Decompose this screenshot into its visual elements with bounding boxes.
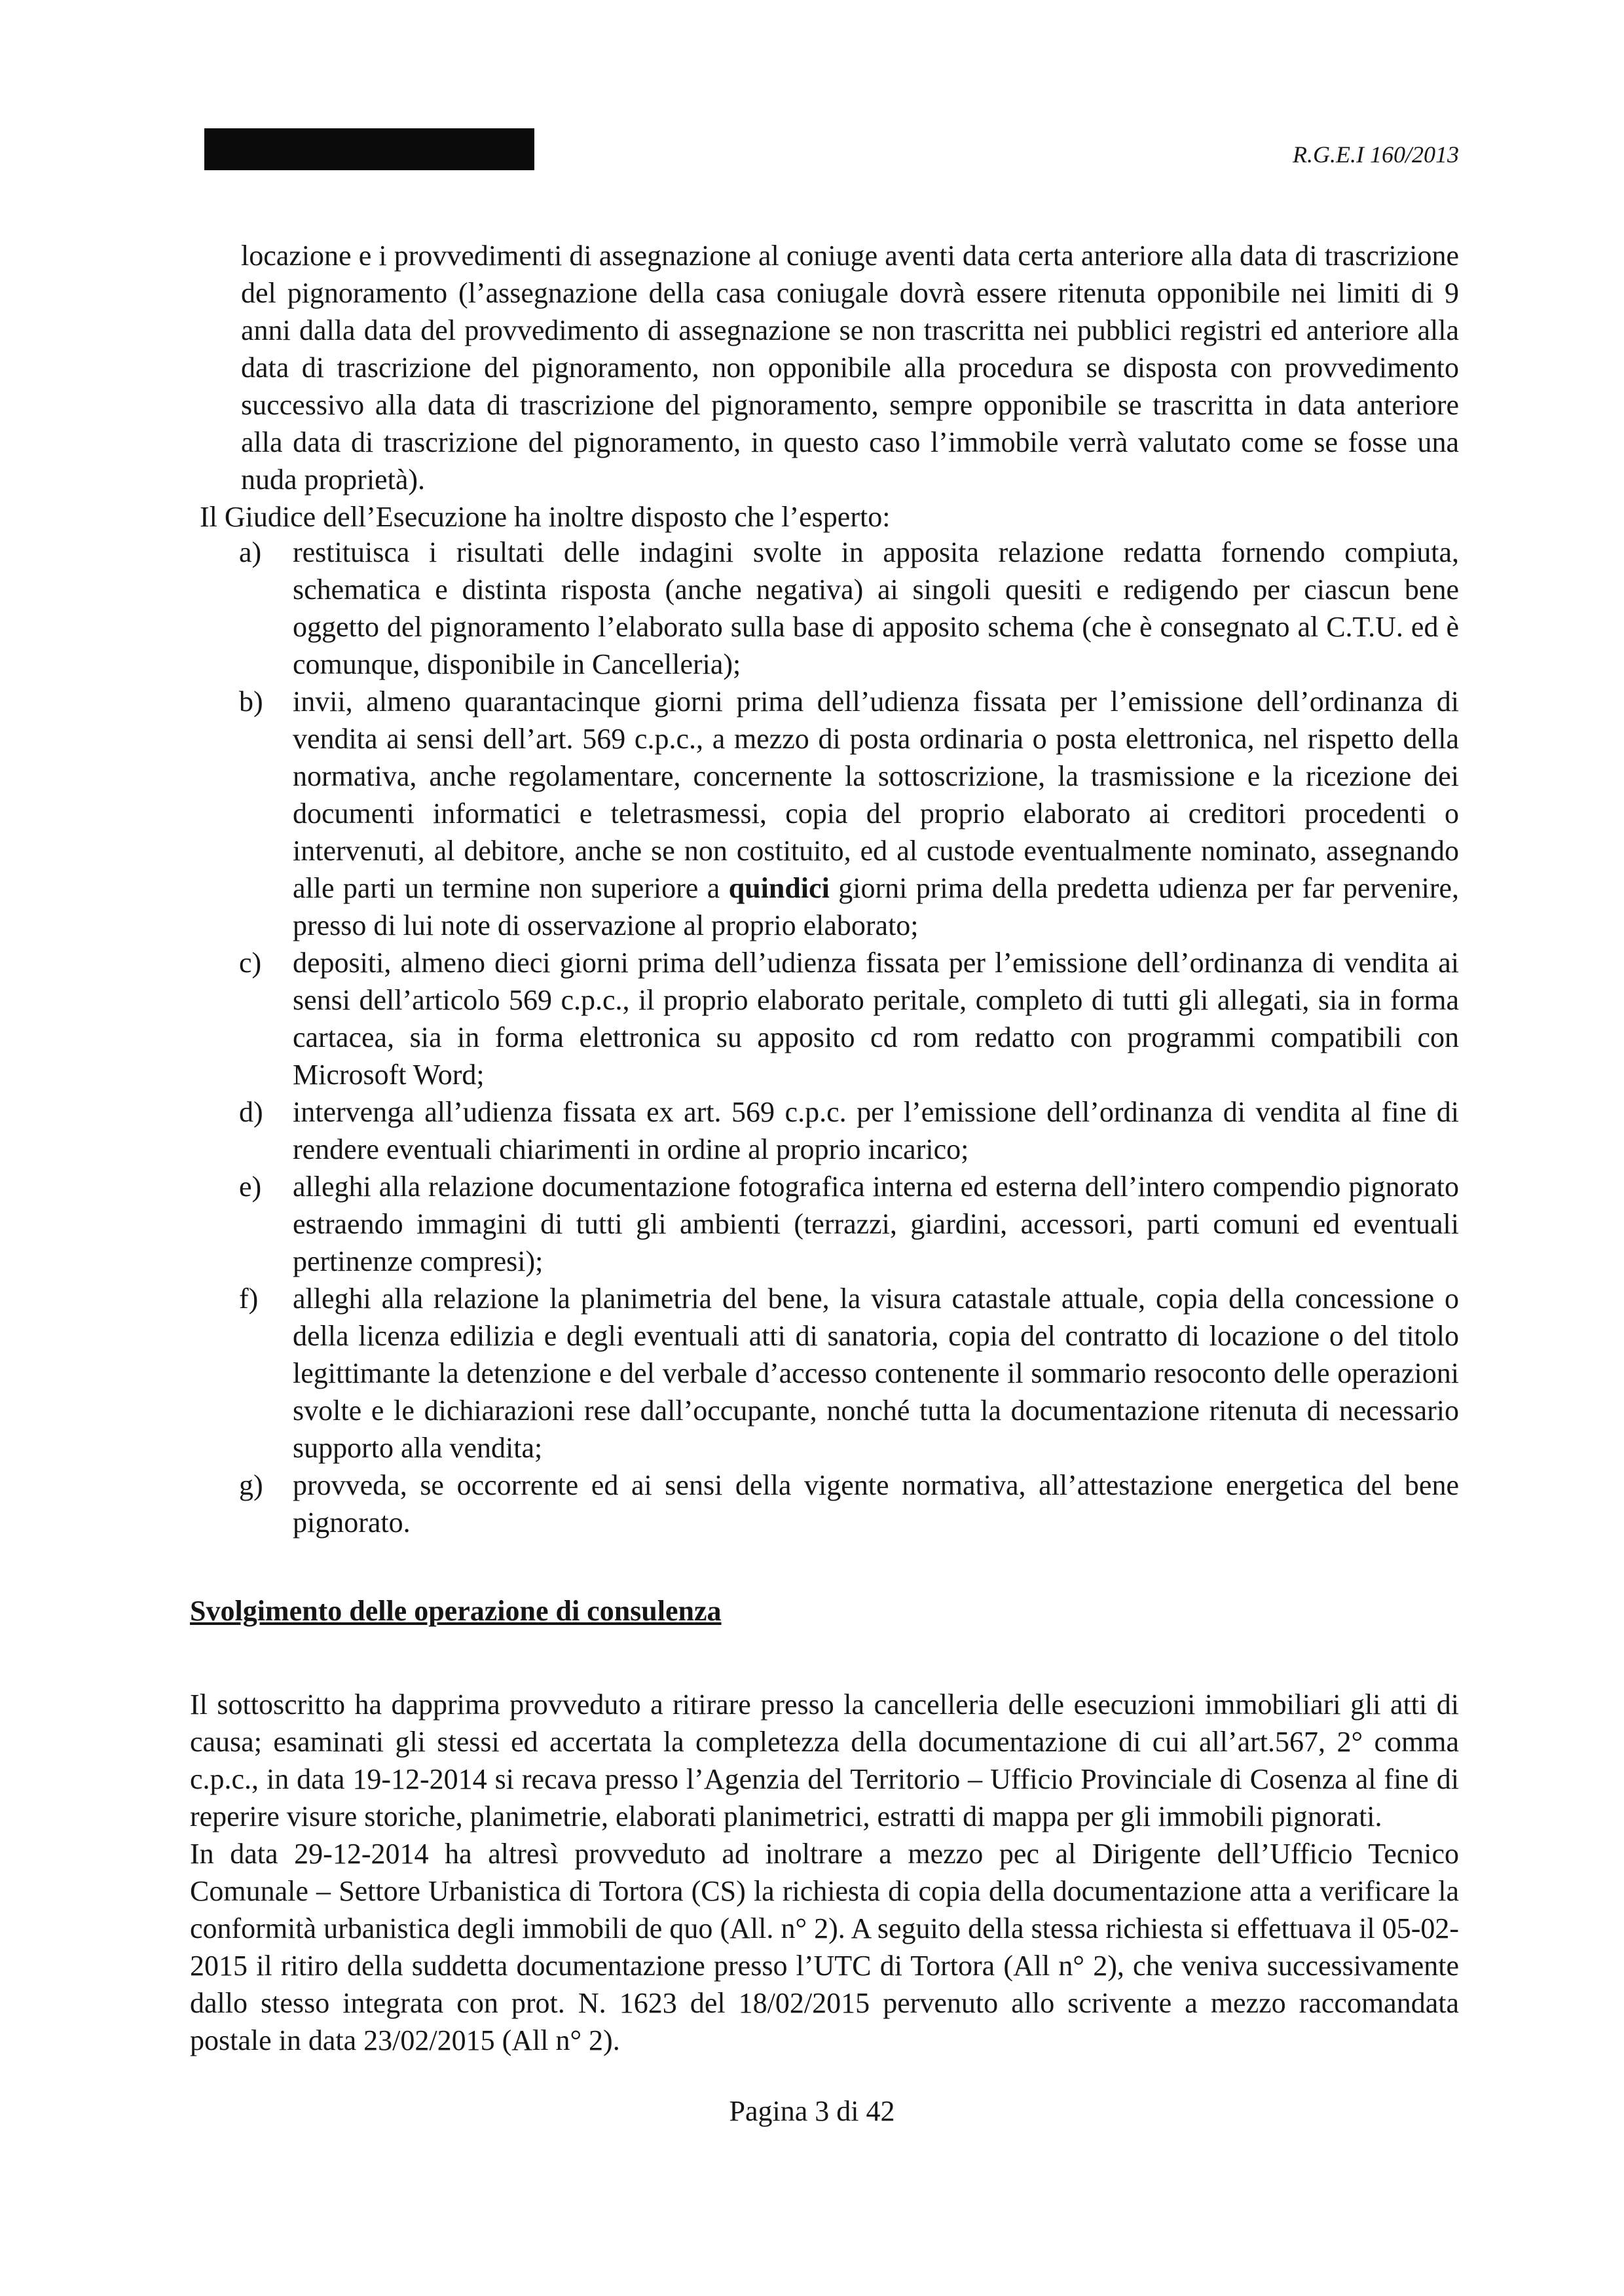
page-number: Pagina 3 di 42 bbox=[729, 2095, 895, 2127]
item-marker: f) bbox=[239, 1283, 259, 1315]
item-text: alleghi alla relazione la planimetria del bene, la visura catastale attuale, copia della concessione o della licenza edilizia e degli eventuali atti di sanatoria, copia del contratto di locazione o del titolo legittimante la detenzione e del verbale d’accesso contenente il sommario resoconto delle operazioni svolte e le dichiarazioni rese dall’occupante, nonché tutta la documentazione ritenuta di necessario supporto alla vendita; bbox=[293, 1283, 1459, 1464]
list-item-d bbox=[200, 1093, 1459, 1168]
item-marker: g) bbox=[239, 1469, 263, 1501]
section-heading: Svolgimento delle operazione di consulenza bbox=[190, 1595, 722, 1627]
item-marker: b) bbox=[239, 685, 263, 718]
body-paragraph: Il sottoscritto ha dapprima provveduto a ritirare presso la cancelleria delle esecuzioni immobiliari gli atti di causa; esaminati gli stessi ed accertata la completezza della documentazione di cui all’art.567, 2° comma c.p.c., in data 19-12-2014 si recava presso l’Agenzia del Territorio – Ufficio Provinciale di Cosenza al fine di reperire visure storiche, planimetrie, elaborati planimetrici, estratti di mappa per gli immobili pignorati. bbox=[190, 1688, 1459, 1832]
item-text: depositi, almeno dieci giorni prima dell’udienza fissata per l’emissione dell’ordinanza di vendita ai sensi dell’articolo 569 c.p.c., il proprio elaborato peritale, completo di tutti gli allegati, sia in forma cartacea, sia in forma elettronica su apposito cd rom redatto con programmi compatibili con Microsoft Word; bbox=[293, 947, 1459, 1091]
list-item-b bbox=[200, 683, 1459, 944]
body-section bbox=[190, 1686, 1459, 2059]
document-reference: R.G.E.I 160/2013 bbox=[1293, 141, 1459, 168]
list-item-f bbox=[200, 1280, 1459, 1467]
list-item-c bbox=[200, 944, 1459, 1093]
item-text: provveda, se occorrente ed ai sensi della vigente normativa, all’attestazione energetica del bene pignorato. bbox=[293, 1469, 1459, 1539]
list-item-e bbox=[200, 1168, 1459, 1280]
redaction-bar bbox=[204, 128, 534, 170]
intro-text: locazione e i provvedimenti di assegnazione al coniuge aventi data certa anteriore alla data di trascrizione del pignoramento (l’assegnazione della casa coniugale dovrà essere ritenuta opponibile nei limiti di 9 anni dalla data del provvedimento di assegnazione se non trascritta nei pubblici registri ed anteriore alla data di trascrizione del pignoramento, non opponibile alla procedura se disposta con provvedimento successivo alla data di trascrizione del pignoramento, sempre opponibile se trascritta in data anteriore alla data di trascrizione del pignoramento, in questo caso l’immobile verrà valutato come se fosse una nuda proprietà). bbox=[241, 240, 1459, 496]
item-text: giorni prima della predetta udienza per far pervenire, presso di lui note di osservazione al proprio elaborato; bbox=[293, 872, 1460, 941]
item-text: intervenga all’udienza fissata ex art. 569 c.p.c. per l’emissione dell’ordinanza di vendita al fine di rendere eventuali chiarimenti in ordine al proprio incarico; bbox=[293, 1096, 1459, 1165]
list-item-g bbox=[200, 1467, 1459, 1541]
item-text: invii, almeno quarantacinque giorni prima dell’udienza fissata per l’emissione dell’ordinanza di vendita ai sensi dell’art. 569 c.p.c., a mezzo di posta ordinaria o posta elettronica, nel rispetto della normativa, anche regolamentare, concernente la sottoscrizione, la trasmissione e la ricezione dei documenti informatici e teletrasmessi, copia del proprio elaborato ai creditori procedenti o intervenuti, al debitore, anche se non costituito, ed al custode eventualmente nominato, assegnando alle parti un termine non superiore a bbox=[293, 685, 1459, 904]
item-text: restituisca i risultati delle indagini svolte in apposita relazione redatta fornendo compiuta, schematica e distinta risposta (anche negativa) ai singoli quesiti e redigendo per ciascun bene oggetto del pignoramento l’elaborato sulla base di apposito schema (che è consegnato al C.T.U. ed è comunque, disponibile in Cancelleria); bbox=[293, 536, 1459, 680]
item-marker: d) bbox=[239, 1096, 263, 1128]
instructions-list bbox=[200, 534, 1459, 1541]
judge-intro: Il Giudice dell’Esecuzione ha inoltre disposto che l’esperto: bbox=[200, 501, 891, 533]
item-marker: c) bbox=[239, 947, 262, 979]
intro-paragraph bbox=[241, 237, 1459, 498]
emphasis-text: quindici bbox=[728, 872, 830, 904]
body-paragraph: In data 29-12-2014 ha altresì provveduto ad inoltrare a mezzo pec al Dirigente dell’Ufficio Tecnico Comunale – Settore Urbanistica di Tortora (CS) la richiesta di copia della documentazione atta a verificare la conformità urbanistica degli immobili de quo (All. n° 2). A seguito della stessa richiesta si effettuava il 05-02-2015 il ritiro della suddetta documentazione presso l’UTC di Tortora (All n° 2), che veniva successivamente dallo stesso integrata con prot. N. 1623 del 18/02/2015 pervenuto allo scrivente a mezzo raccomandata postale in data 23/02/2015 (All n° 2). bbox=[190, 1838, 1459, 2056]
item-text: alleghi alla relazione documentazione fotografica interna ed esterna dell’intero compendio pignorato estraendo immagini di tutti gli ambienti (terrazzi, giardini, accessori, parti comuni ed eventuali pertinenze compresi); bbox=[293, 1171, 1459, 1277]
item-marker: e) bbox=[239, 1171, 262, 1203]
list-item-a bbox=[200, 534, 1459, 683]
item-marker: a) bbox=[239, 536, 262, 568]
